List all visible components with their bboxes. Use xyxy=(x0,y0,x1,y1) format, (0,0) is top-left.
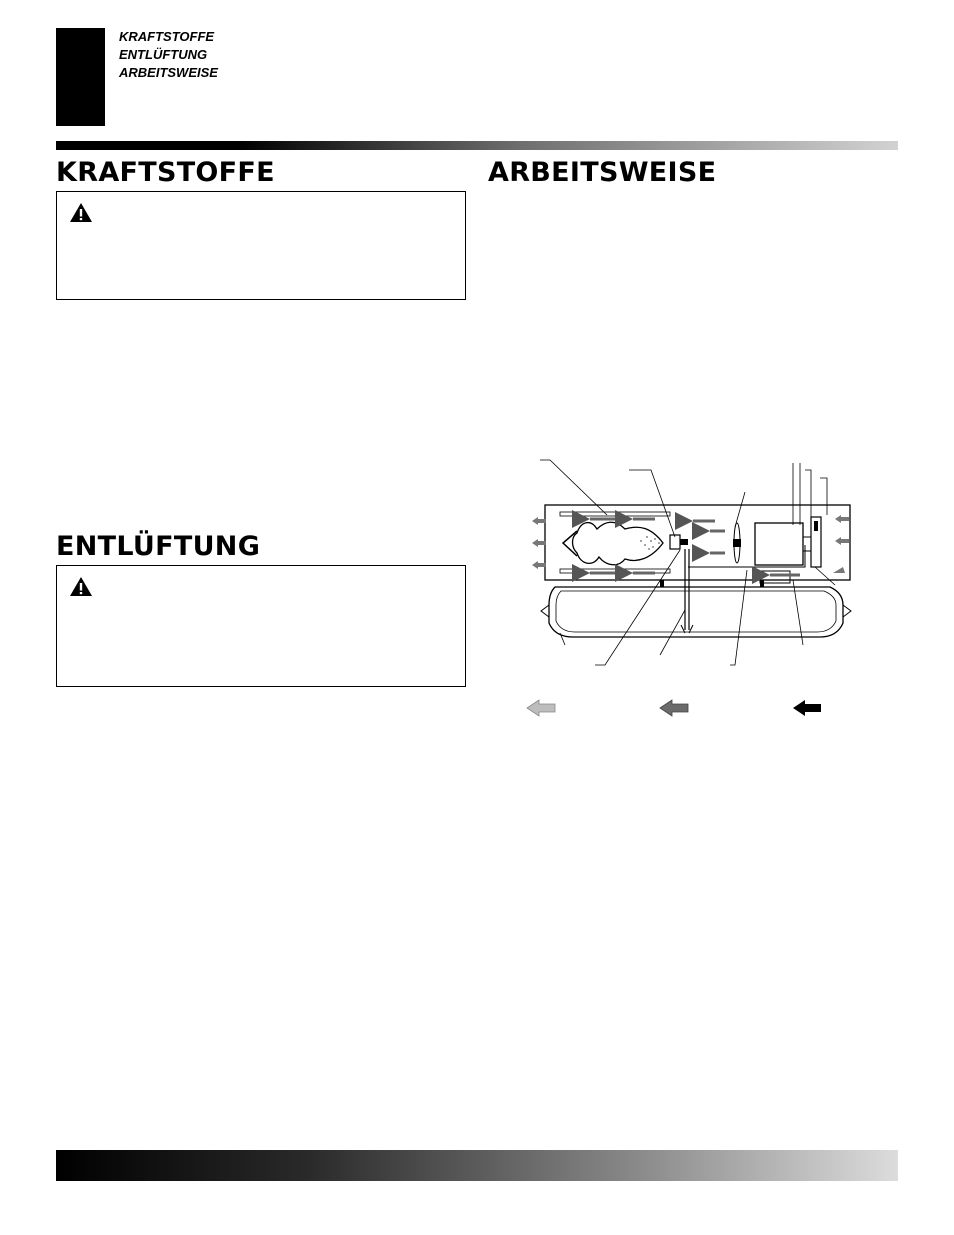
section-index xyxy=(119,28,218,82)
footer-gradient-bar xyxy=(56,1150,898,1181)
fuel-tank xyxy=(541,587,851,637)
fan xyxy=(733,523,741,563)
warning-triangle-icon xyxy=(69,576,93,597)
section-title-entlueftung: ENTLÜFTUNG xyxy=(56,531,261,562)
section-title-kraftstoffe: KRAFTSTOFFE xyxy=(56,157,275,188)
section-title-arbeitsweise: ARBEITSWEISE xyxy=(488,157,717,188)
index-item-arbeitsweise[interactable]: ARBEITSWEISE xyxy=(119,65,218,80)
nozzle-assembly xyxy=(670,535,688,549)
warning-triangle-icon xyxy=(69,202,93,223)
intake-air-arrows xyxy=(833,515,849,573)
header-gradient-bar xyxy=(56,141,898,150)
index-item-entlueftung[interactable]: ENTLÜFTUNG xyxy=(119,47,208,62)
warning-box-entlueftung xyxy=(56,565,466,687)
legend-arrow-mid xyxy=(660,700,688,716)
pump xyxy=(803,517,821,567)
hot-air-outflow-arrows xyxy=(532,517,546,569)
control-box xyxy=(760,571,790,583)
legend-arrow-light xyxy=(527,700,555,716)
heater-operation-diagram xyxy=(515,455,860,725)
combustion-chamber xyxy=(560,512,670,573)
index-item-kraftstoffe[interactable]: KRAFTSTOFFE xyxy=(119,29,215,44)
heater-housing xyxy=(545,505,850,587)
legend-arrow-dark xyxy=(793,700,821,716)
warning-box-kraftstoffe xyxy=(56,191,466,300)
motor xyxy=(755,523,803,565)
section-tab-block xyxy=(56,28,105,126)
fuel-spray xyxy=(640,536,660,550)
flame xyxy=(573,522,664,565)
